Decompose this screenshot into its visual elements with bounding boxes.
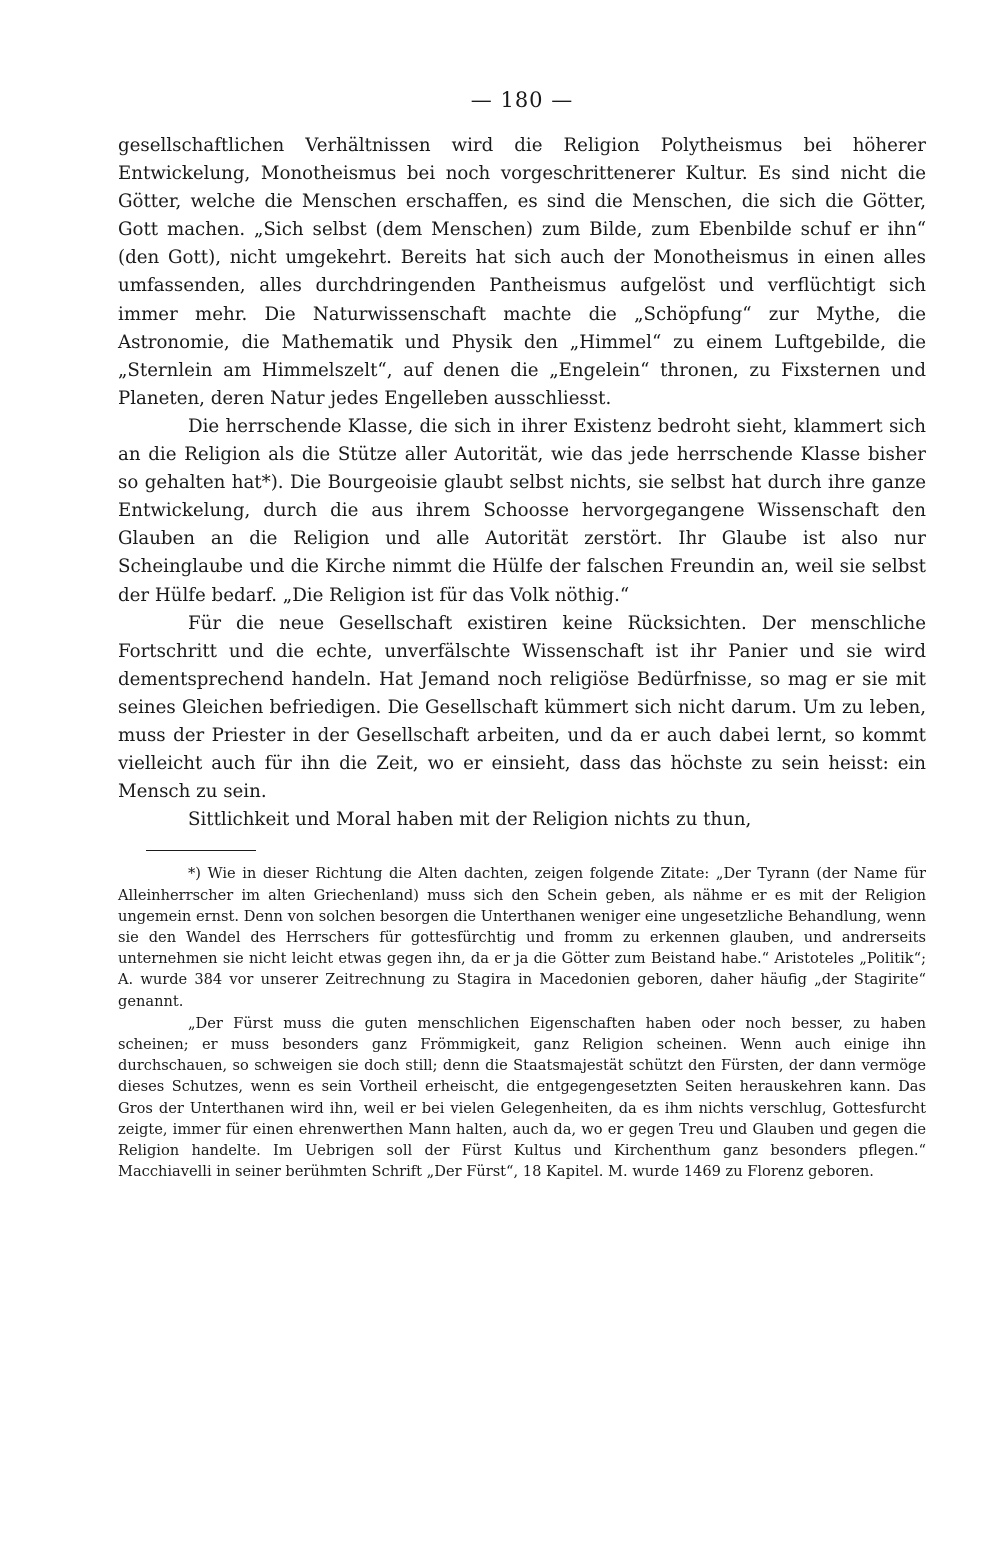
- page-number: — 180 —: [470, 88, 574, 112]
- body-text: [118, 132, 926, 834]
- footnote-1: *) Wie in dieser Richtung die Alten dachten, zeigen folgende Zitate: „Der Tyrann (der Name für Alleinherrscher im alten Griechenland) muss sich den Schein geben, als nähme er es mit der Religion ungemein ernst. Denn von solchen besorgen die Unterthanen weniger eine ungesetzliche Behandlung, wenn sie den Wandel des Herrschers für gottesfürchtig und fromm zu erkennen glauben, und andrerseits unternehmen sie nicht leicht etwas gegen ihn, da er ja die Götter zum Beistand habe.“ Aristoteles „Politik“; A. wurde 384 vor unserer Zeitrechnung zu Stagira in Macedonien geboren, daher häufig „der Stagirite“ genannt.: [118, 865, 926, 1010]
- paragraph-1: gesellschaftlichen Verhältnissen wird die Religion Polytheismus bei höherer Entwickelung, Monotheismus bei noch vorgeschrittenerer Kultur. Es sind nicht die Götter, welche die Menschen erschaffen, es sind die Menschen, die sich die Götter, Gott machen. „Sich selbst (dem Menschen) zum Bilde, zum Ebenbilde schuf er ihn“ (den Gott), nicht umgekehrt. Bereits hat sich auch der Monotheismus in einen alles umfassenden, alles durchdringenden Pantheismus aufgelöst und verflüchtigt sich immer mehr. Die Naturwissenschaft machte die „Schöpfung“ zur Mythe, die Astronomie, die Mathematik und Physik den „Himmel“ zu einem Luftgebilde, die „Sternlein am Himmelszelt“, auf denen die „Engelein“ thronen, zu Fixsternen und Planeten, deren Natur jedes Engelleben ausschliesst.: [118, 135, 926, 409]
- book-page: [118, 86, 926, 1182]
- footnote-divider: [146, 850, 256, 851]
- paragraph-4: Sittlichkeit und Moral haben mit der Religion nichts zu thun,: [188, 809, 752, 831]
- footnote-2: „Der Fürst muss die guten menschlichen Eigenschaften haben oder noch besser, zu haben scheinen; er muss besonders ganz Frömmigkeit, ganz Religion scheinen. Wenn auch einige ihn durchschauen, so schweigen sie doch still; denn die Staatsmajestät schützt den Fürsten, der dann vermöge dieses Schutzes, wenn es sein Vortheil erheischt, die entgegengesetzten Seiten herauskehren kann. Das Gros der Unterthanen wird ihn, weil er bei vielen Gelegenheiten, da es ihm nichts verschlug, Gottesfurcht zeigte, immer für einen ehrenwerthen Mann halten, auch da, wo er gegen Treu und Glauben und gegen die Religion handelte. Im Uebrigen soll der Fürst Kultus und Kirchenthum ganz besonders pflegen.“ Macchiavelli in seiner berühmten Schrift „Der Fürst“, 18 Kapitel. M. wurde 1469 zu Florenz geboren.: [118, 1014, 926, 1181]
- footnotes: [118, 863, 926, 1182]
- paragraph-3: Für die neue Gesellschaft existiren keine Rücksichten. Der menschliche Fortschritt und die echte, unverfälschte Wissenschaft ist ihr Panier und sie wird dementsprechend handeln. Hat Jemand noch religiöse Bedürfnisse, so mag er sie mit seines Gleichen befriedigen. Die Gesellschaft kümmert sich nicht darum. Um zu leben, muss der Priester in der Gesellschaft arbeiten, und da er auch dabei lernt, so kommt vielleicht auch für ihn die Zeit, wo er einsieht, dass das höchste zu sein heisst: ein Mensch zu sein.: [118, 612, 926, 803]
- paragraph-2: Die herrschende Klasse, die sich in ihrer Existenz bedroht sieht, klammert sich an die Religion als die Stütze aller Autorität, wie das jede herrschende Klasse bisher so gehalten hat*). Die Bourgeoisie glaubt selbst nichts, sie selbst hat durch ihre ganze Entwickelung, durch die aus ihrem Schoosse hervorgegangene Wissenschaft den Glauben an die Religion und alle Autorität zerstört. Ihr Glaube ist also nur Scheinglaube und die Kirche nimmt die Hülfe der falschen Freundin an, weil sie selbst der Hülfe bedarf. „Die Religion ist für das Volk nöthig.“: [118, 415, 926, 606]
